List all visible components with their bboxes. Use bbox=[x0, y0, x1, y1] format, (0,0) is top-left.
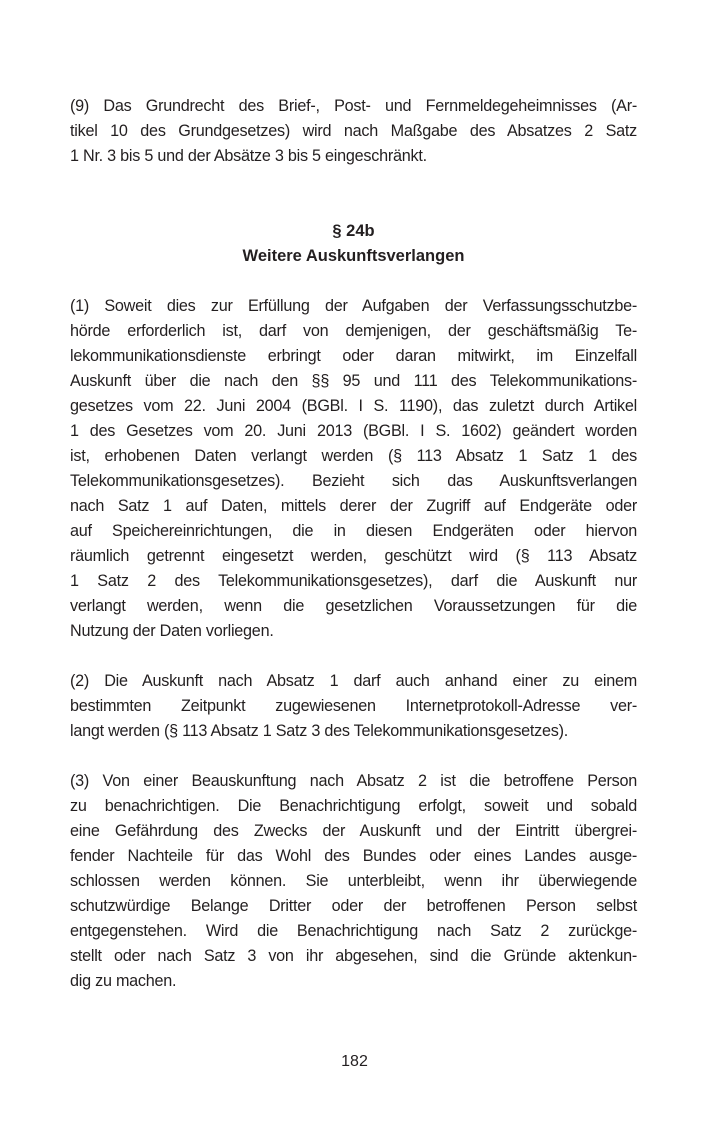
paragraph-1 bbox=[70, 294, 637, 644]
text-line: (9) Das Grundrecht des Brief-, Post- und Fernmeldegeheimnisses (Ar- bbox=[70, 97, 637, 115]
text-line: ist, erhobenen Daten verlangt werden (§ 113 Absatz 1 Satz 1 des bbox=[70, 447, 637, 465]
text-line: stellt oder nach Satz 3 von ihr abgesehen, sind die Gründe aktenkun- bbox=[70, 947, 637, 965]
text-line: schlossen werden können. Sie unterbleibt, wenn ihr überwiegende bbox=[70, 872, 637, 890]
text-line: tikel 10 des Grundgesetzes) wird nach Maßgabe des Absatzes 2 Satz bbox=[70, 122, 637, 140]
page-number: 182 bbox=[341, 1053, 368, 1070]
text-line: gesetzes vom 22. Juni 2004 (BGBl. I S. 1190), das zuletzt durch Artikel bbox=[70, 397, 637, 415]
text-line: 1 Nr. 3 bis 5 und der Absätze 3 bis 5 eingeschränkt. bbox=[70, 147, 427, 165]
text-line: (1) Soweit dies zur Erfüllung der Aufgaben der Verfassungsschutzbe- bbox=[70, 297, 637, 315]
text-line: hörde erforderlich ist, darf von demjenigen, der geschäftsmäßig Te- bbox=[70, 322, 637, 340]
paragraph-2 bbox=[70, 669, 637, 744]
text-line: verlangt werden, wenn die gesetzlichen Voraussetzungen für die bbox=[70, 597, 637, 615]
text-line: entgegenstehen. Wird die Benachrichtigung nach Satz 2 zurückge- bbox=[70, 922, 637, 940]
text-line: zu benachrichtigen. Die Benachrichtigung erfolgt, soweit und sobald bbox=[70, 797, 637, 815]
text-line: Auskunft über die nach den §§ 95 und 111 des Telekommunikations- bbox=[70, 372, 637, 390]
text-line: Telekommunikationsgesetzes). Bezieht sich das Auskunftsverlangen bbox=[70, 472, 637, 490]
text-line: 1 des Gesetzes vom 20. Juni 2013 (BGBl. I S. 1602) geändert worden bbox=[70, 422, 637, 440]
text-line: (2) Die Auskunft nach Absatz 1 darf auch anhand einer zu einem bbox=[70, 672, 637, 690]
text-line: auf Speichereinrichtungen, die in diesen Endgeräten oder hiervon bbox=[70, 522, 637, 540]
text-line: dig zu machen. bbox=[70, 972, 177, 990]
section-number: § 24b bbox=[332, 222, 375, 240]
text-line: nach Satz 1 auf Daten, mittels derer der Zugriff auf Endgeräte oder bbox=[70, 497, 637, 515]
text-line: schutzwürdige Belange Dritter oder der betroffenen Person selbst bbox=[70, 897, 637, 915]
text-line: räumlich getrennt eingesetzt werden, geschützt wird (§ 113 Absatz bbox=[70, 547, 637, 565]
section-title: Weitere Auskunftsverlangen bbox=[242, 247, 465, 265]
text-line: lekommunikationsdienste erbringt oder daran mitwirkt, im Einzelfall bbox=[70, 347, 637, 365]
text-line: 1 Satz 2 des Telekommunikationsgesetzes), darf die Auskunft nur bbox=[70, 572, 637, 590]
text-line: eine Gefährdung des Zwecks der Auskunft und der Eintritt übergrei- bbox=[70, 822, 637, 840]
text-line: langt werden (§ 113 Absatz 1 Satz 3 des Telekommunikationsgesetzes). bbox=[70, 722, 568, 740]
text-line: fender Nachteile für das Wohl des Bundes oder eines Landes ausge- bbox=[70, 847, 637, 865]
paragraph-9 bbox=[70, 94, 637, 169]
text-line: bestimmten Zeitpunkt zugewiesenen Internetprotokoll-Adresse ver- bbox=[70, 697, 637, 715]
text-line: (3) Von einer Beauskunftung nach Absatz 2 ist die betroffene Person bbox=[70, 772, 637, 790]
text-line: Nutzung der Daten vorliegen. bbox=[70, 622, 274, 640]
paragraph-3 bbox=[70, 769, 637, 994]
